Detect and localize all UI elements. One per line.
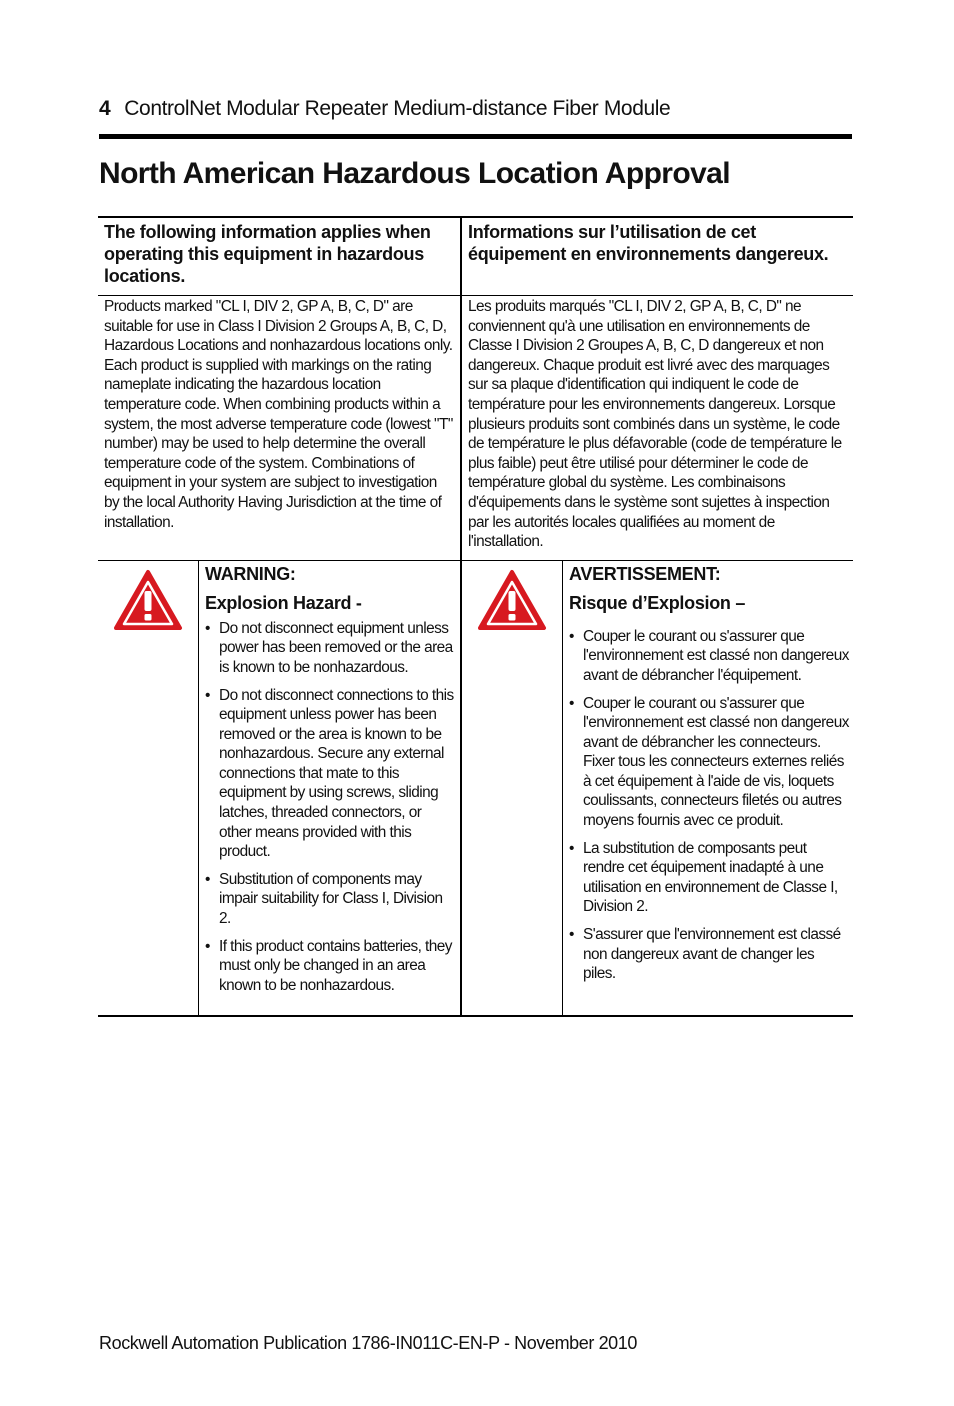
warning-subtitle: Explosion Hazard - — [205, 592, 362, 613]
right-icon-cell — [462, 561, 563, 1016]
table-body-row — [98, 296, 853, 561]
page-footer: Rockwell Automation Publication 1786-IN011C-EN-P - November 2010 — [99, 1333, 638, 1353]
list-item: • Couper le courant ou s'assurer que l'environnement est classé non dangereux avant de débrancher l'équipement. — [569, 627, 849, 686]
warning-triangle-icon — [477, 569, 547, 631]
list-item: • Couper le courant ou s'assurer que l'environnement est classé non dangereux avant de débrancher les connecteurs. Fixer tous les connecteurs externes reliés à cet équipement à l'aide de vis, loquets coulissants, connecteurs filetés ou autres moyens fournis avec ce produit. — [569, 694, 849, 831]
list-item: • La substitution de composants peut rendre cet équipement inadapté à une utilisation en environnement de Classe I, Division 2. — [569, 839, 849, 917]
right-body-text: Les produits marqués "CL I, DIV 2, GP A, B, C, D" ne conviennent qu'à une utilisation en environnements de Classe I Division 2 Groupes A, B, C, D dangereux et non dangereux. Chaque produit est livré avec des marquages sur sa plaque d'identification qui indiquent le code de température pour les environnements dangereux. Lorsque plusieurs produits sont combinés dans un système, le code de température le plus défavorable (code de température le plus faible) peut être utilisé pour déterminer le code de température global du système. Les combinaisons d'équipements dans le système sont sujettes à inspection par les autorités locales qualifiées au moment de l'installation. — [468, 298, 842, 551]
warning-triangle-icon — [113, 569, 183, 631]
header-rule — [99, 134, 852, 139]
list-item: • Substitution of components may impair suitability for Class I, Division 2. — [205, 870, 456, 929]
left-warning-cell — [98, 561, 462, 1016]
left-warning-text — [199, 561, 460, 1016]
avertissement-subtitle: Risque d’Explosion – — [569, 592, 746, 613]
approval-table — [98, 216, 853, 1017]
list-item: • S'assurer que l'environnement est classé non dangereux avant de changer les piles. — [569, 925, 849, 984]
right-warning-cell — [462, 561, 853, 1016]
right-bullet-list — [569, 627, 849, 984]
section-title: North American Hazardous Location Approval — [99, 157, 731, 190]
table-header-row — [98, 218, 853, 296]
avertissement-label: AVERTISSEMENT: — [569, 563, 721, 584]
left-heading: The following information applies when operating this equipment in hazardous locations. — [98, 218, 462, 295]
page-header — [99, 95, 851, 123]
page-number: 4 — [99, 97, 111, 120]
warning-label: WARNING: — [205, 563, 296, 584]
list-item: • Do not disconnect equipment unless power has been removed or the area is known to be nonhazardous. — [205, 619, 456, 678]
warning-row — [98, 561, 853, 1016]
left-icon-cell — [98, 561, 199, 1016]
right-warning-text — [563, 561, 853, 1016]
header-title: ControlNet Modular Repeater Medium-distance Fiber Module — [124, 97, 671, 120]
right-heading: Informations sur l’utilisation de cet équipement en environnements dangereux. — [468, 222, 829, 264]
list-item: • Do not disconnect connections to this equipment unless power has been removed or the area is known to be nonhazardous. Secure any external connections that mate to this equipment by using screws, sliding latches, threaded connectors, or other means provided with this product. — [205, 686, 456, 862]
left-body-text: Products marked "CL I, DIV 2, GP A, B, C, D" are suitable for use in Class I Division 2 Groups A, B, C, D, Hazardous Locations and nonhazardous locations only. Each product is supplied with markings on the rating nameplate indicating the hazardous location temperature code. When combining products within a system, the most adverse temperature code (lowest "T" number) may be used to help determine the overall temperature code of the system. Combinations of equipment in your system are subject to investigation by the local Authority Having Jurisdiction at the time of installation. — [98, 296, 462, 560]
list-item: • If this product contains batteries, they must only be changed in an area known to be nonhazardous. — [205, 937, 456, 996]
left-bullet-list — [205, 619, 456, 996]
